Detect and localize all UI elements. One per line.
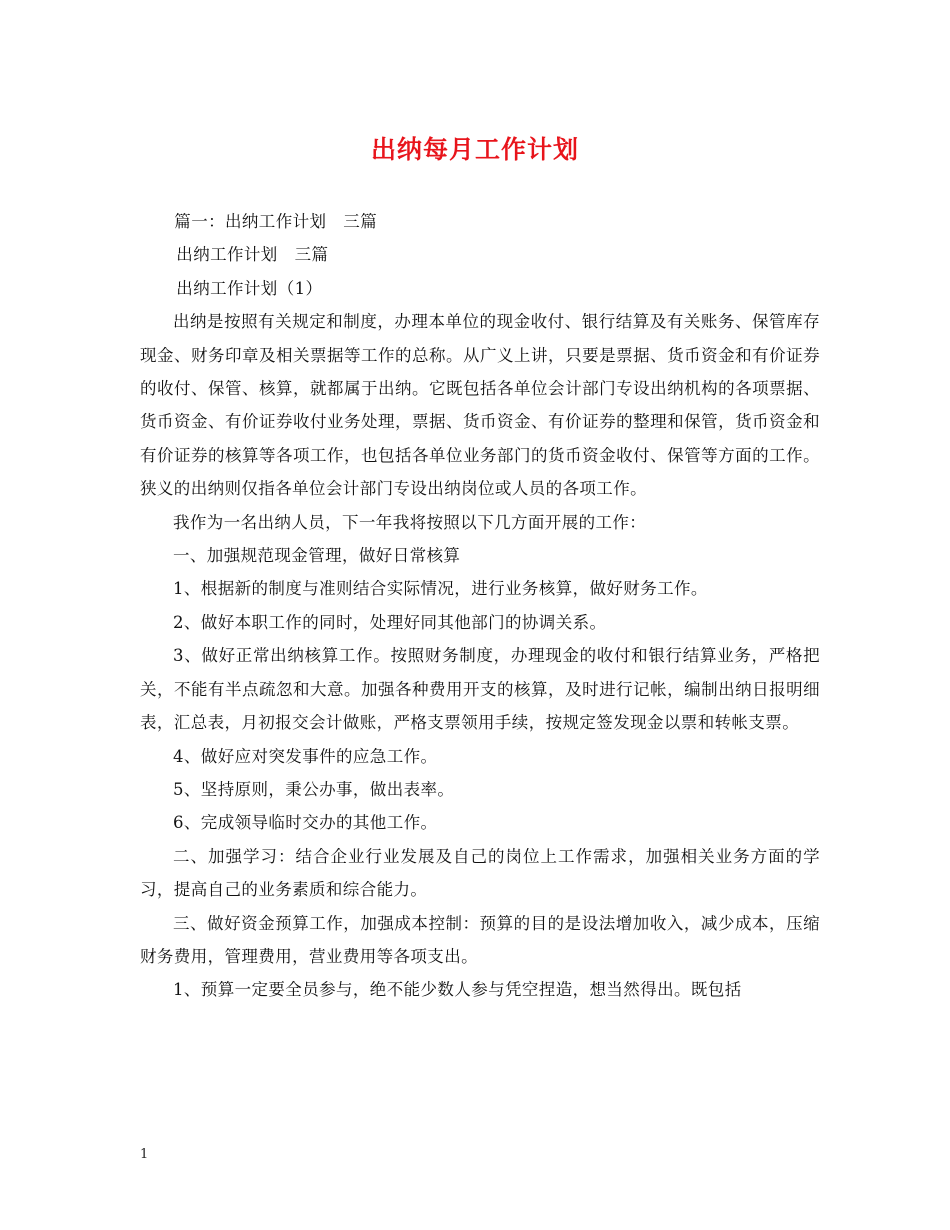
paragraph: 出纳是按照有关规定和制度，办理本单位的现金收付、银行结算及有关账务、保管库存现金、财务印章及相关票据等工作的总称。从广义上讲，只要是票据、货币资金和有价证券的收付、保管、核算，就都属于出纳。它既包括各单位会计部门专设出纳机构的各项票据、货币资金、有价证券收付业务处理，票据、货币资金、有价证券的整理和保管，货币资金和有价证券的核算等各项工作，也包括各单位业务部门的货币资金收付、保管等方面的工作。狭义的出纳则仅指各单位会计部门专设出纳岗位或人员的各项工作。 — [140, 312, 820, 499]
paragraph: 二、加强学习：结合企业行业发展及自己的岗位上工作需求，加强相关业务方面的学习，提高自己的业务素质和综合能力。 — [140, 846, 820, 900]
paragraph: 1、根据新的制度与准则结合实际情况，进行业务核算，做好财务工作。 — [173, 579, 708, 599]
paragraph: 1、预算一定要全员参与，绝不能少数人参与凭空捏造，想当然得出。既包括 — [173, 980, 742, 1000]
paragraph: 2、做好本职工作的同时，处理好同其他部门的协调关系。 — [173, 612, 607, 632]
paragraph: 一、加强规范现金管理，做好日常核算 — [173, 546, 461, 566]
paragraph-heading: 篇一：出纳工作计划 三篇 — [174, 212, 378, 231]
document-body — [140, 205, 820, 1007]
paragraph: 4、做好应对突发事件的应急工作。 — [173, 746, 438, 766]
paragraph: 我作为一名出纳人员，下一年我将按照以下几方面开展的工作： — [173, 512, 647, 532]
paragraph-subheading: 出纳工作计划 三篇 — [176, 245, 329, 265]
paragraph: 三、做好资金预算工作，加强成本控制：预算的目的是设法增加收入，减少成本，压缩财务费用，管理费用，营业费用等各项支出。 — [140, 913, 820, 966]
paragraph: 6、完成领导临时交办的其他工作。 — [173, 813, 438, 833]
paragraph: 5、坚持原则，秉公办事，做出表率。 — [173, 779, 455, 799]
page-number: 1 — [140, 1147, 149, 1162]
document-title: 出纳每月工作计划 — [370, 135, 579, 164]
paragraph: 3、做好正常出纳核算工作。按照财务制度，办理现金的收付和银行结算业务，严格把关，不能有半点疏忽和大意。加强各种费用开支的核算，及时进行记帐，编制出纳日报明细表，汇总表，月初报交会计做账，严格支票领用手续，按规定签发现金以票和转帐支票。 — [140, 646, 820, 733]
paragraph-section-title: 出纳工作计划（1） — [176, 278, 323, 298]
